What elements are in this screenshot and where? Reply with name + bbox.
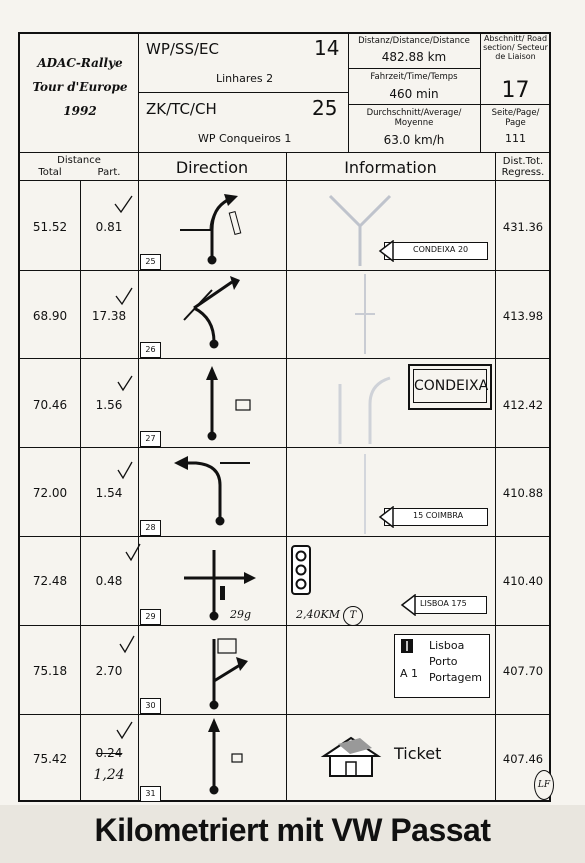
distance-value: 482.88 km bbox=[381, 50, 447, 64]
rally-name: ADAC-Rallye bbox=[37, 56, 123, 70]
start-name: Linhares 2 bbox=[216, 72, 274, 85]
row-regress: 410.40 bbox=[502, 574, 544, 588]
row-partial: 0.81 bbox=[95, 220, 123, 234]
col-information: Information bbox=[344, 158, 437, 177]
row-partial: 17.38 bbox=[91, 309, 127, 323]
row-index: 26 bbox=[140, 342, 161, 358]
col-regress: Regress. bbox=[501, 167, 545, 178]
page-label: Seite/Page/ Page bbox=[491, 108, 540, 128]
row-index: 29 bbox=[140, 609, 161, 625]
handwritten-checkmarks bbox=[20, 34, 551, 802]
row-partial: 2.70 bbox=[95, 664, 123, 678]
end-name: WP Conqueiros 1 bbox=[198, 132, 292, 145]
rally-year: 1992 bbox=[63, 104, 97, 118]
row-regress: 431.36 bbox=[502, 220, 544, 234]
row-total: 75.42 bbox=[32, 752, 68, 766]
row-regress: 407.70 bbox=[502, 664, 544, 678]
row-index: 25 bbox=[140, 254, 161, 270]
col-total: Total bbox=[38, 167, 62, 178]
row-total: 75.18 bbox=[32, 664, 68, 678]
section-label: Abschnitt/ Road section/ Secteur de Liaison bbox=[483, 34, 548, 61]
row-total: 51.52 bbox=[32, 220, 68, 234]
row-total: 72.00 bbox=[32, 486, 68, 500]
row-total: 72.48 bbox=[32, 574, 68, 588]
page-value: 111 bbox=[505, 132, 526, 145]
start-number: 14 bbox=[314, 36, 340, 60]
row-partial: 1.54 bbox=[95, 486, 123, 500]
place-name-sign: CONDEIXA bbox=[413, 369, 487, 403]
time-label: Fahrzeit/Time/Temps bbox=[370, 72, 458, 82]
row-regress: 410.88 bbox=[502, 486, 544, 500]
row-regress: 412.42 bbox=[502, 398, 544, 412]
col-distance: Distance bbox=[57, 155, 101, 166]
destination-3: Portagem bbox=[429, 671, 483, 684]
roadbook-page bbox=[18, 32, 551, 802]
row-partial: 0.24 bbox=[95, 746, 123, 760]
rally-subtitle: Tour d'Europe bbox=[32, 80, 128, 94]
footer-slogan: Kilometriert mit VW Passat bbox=[94, 812, 491, 848]
row-regress: 413.98 bbox=[502, 309, 544, 323]
direction-sign: LISBOA 175 bbox=[413, 596, 487, 614]
end-number: 25 bbox=[312, 96, 338, 120]
start-code: WP/SS/EC bbox=[146, 40, 219, 58]
average-value: 63.0 km/h bbox=[383, 133, 445, 147]
row-index: 31 bbox=[140, 786, 161, 802]
section-value: 17 bbox=[501, 78, 530, 103]
direction-sign: CONDEIXA 20 bbox=[384, 242, 488, 260]
row-index: 27 bbox=[140, 431, 161, 447]
ticket-label: Ticket bbox=[394, 744, 442, 763]
distance-label: Distanz/Distance/Distance bbox=[358, 36, 470, 46]
average-label: Durchschnitt/Average/ Moyenne bbox=[366, 108, 462, 128]
road-number: A 1 bbox=[400, 667, 419, 680]
row-index: 28 bbox=[140, 520, 161, 536]
time-value: 460 min bbox=[389, 87, 439, 101]
col-dist-tot: Dist.Tot. bbox=[502, 156, 544, 167]
destination-1: Lisboa bbox=[429, 639, 465, 652]
row-total: 68.90 bbox=[32, 309, 68, 323]
row-partial: 1.56 bbox=[95, 398, 123, 412]
direction-sign: 15 COIMBRA bbox=[384, 508, 488, 526]
col-direction: Direction bbox=[175, 158, 249, 177]
handwritten-distance: 2,40KM bbox=[296, 608, 340, 621]
row-index: 30 bbox=[140, 698, 161, 714]
handwritten-note: 29g bbox=[230, 608, 252, 621]
destination-2: Porto bbox=[429, 655, 458, 668]
row-partial: 0.48 bbox=[95, 574, 123, 588]
row-total: 70.46 bbox=[32, 398, 68, 412]
initials-badge: LF bbox=[534, 770, 554, 800]
row-partial-corrected: 1,24 bbox=[93, 767, 125, 783]
handwritten-circled-note: T bbox=[343, 606, 363, 626]
end-code: ZK/TC/CH bbox=[146, 100, 217, 118]
row-regress: 407.46 bbox=[502, 752, 544, 766]
col-partial: Part. bbox=[97, 167, 121, 178]
